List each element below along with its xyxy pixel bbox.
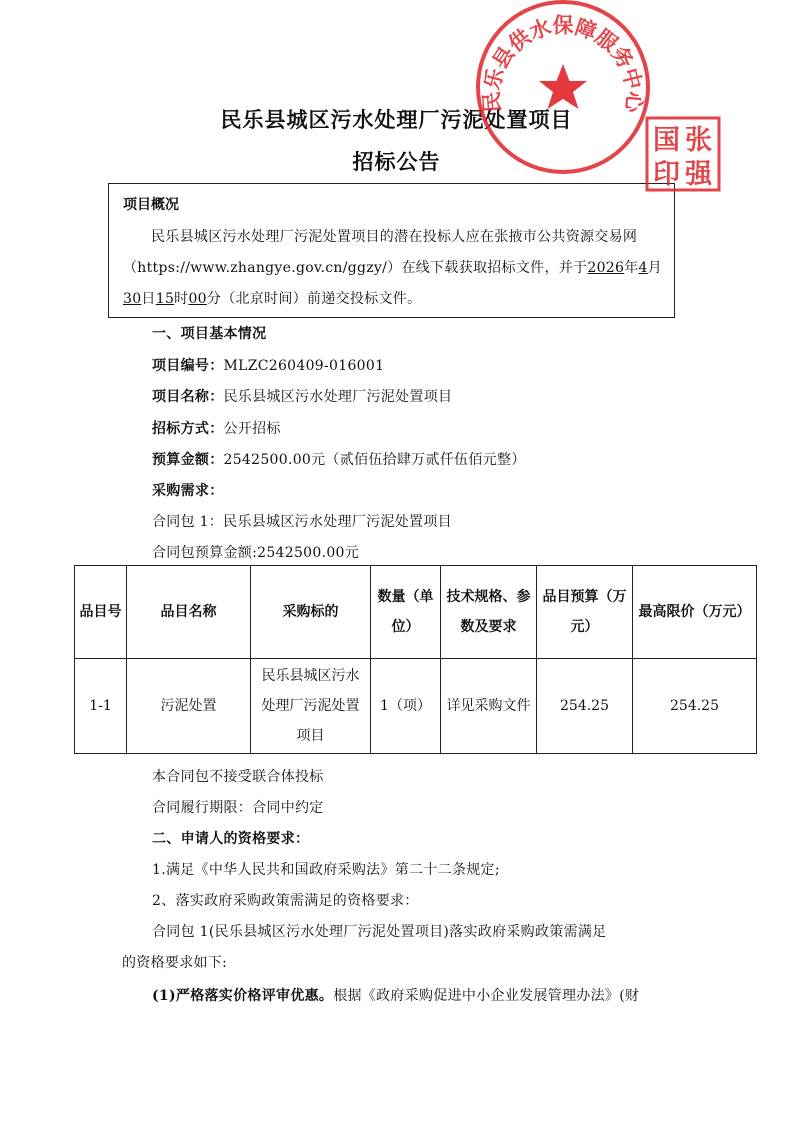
cell-spec: 详见采购文件 bbox=[441, 659, 537, 754]
cell-budget: 254.25 bbox=[537, 659, 633, 754]
requirement-4 bbox=[152, 985, 639, 1005]
cell-item-name: 污泥处置 bbox=[127, 659, 251, 754]
official-seal-stamp bbox=[474, 0, 652, 176]
project-number bbox=[152, 355, 384, 375]
overview-text-a: 民乐县城区污水处理厂污泥处置项目的潜在投标人应在张掖市公共资源交易网（https://www.zhangye.gov.cn/ggzy/）在线下载获取招标文件，并于 bbox=[123, 229, 638, 276]
header-quantity: 数量（单位） bbox=[371, 566, 441, 659]
cell-subject: 民乐县城区污水处理厂污泥处置项目 bbox=[251, 659, 371, 754]
table-header-row bbox=[75, 566, 757, 659]
bid-method-label: 招标方式： bbox=[152, 421, 224, 437]
budget-amount bbox=[152, 449, 526, 469]
day-unit: 日 bbox=[141, 291, 156, 307]
overview-text-b: 分（北京时间）前递交投标文件。 bbox=[206, 291, 422, 307]
project-name-value: 民乐县城区污水处理厂污泥处置项目 bbox=[223, 389, 453, 405]
project-number-value: MLZC260409-016001 bbox=[223, 358, 385, 374]
seal-char-3: 印 bbox=[653, 159, 680, 190]
section1-heading: 一、项目基本情况 bbox=[152, 326, 267, 342]
overview-box bbox=[108, 183, 675, 318]
procurement-requirements-label: 采购需求： bbox=[152, 483, 224, 499]
contract-package-line: 合同包 1：民乐县城区污水处理厂污泥处置项目 bbox=[152, 514, 452, 530]
requirement-2: 2、落实政府采购政策需满足的资格要求： bbox=[152, 893, 419, 909]
cell-max-price: 254.25 bbox=[633, 659, 757, 754]
deadline-day: 30 bbox=[123, 291, 142, 307]
project-name bbox=[152, 386, 452, 406]
items-table bbox=[74, 565, 757, 754]
header-budget: 品目预算（万元） bbox=[537, 566, 633, 659]
budget-label: 预算金额： bbox=[152, 452, 224, 468]
overview-heading: 项目概况 bbox=[123, 197, 179, 213]
bid-method-value: 公开招标 bbox=[223, 421, 281, 437]
requirement-4-text: 根据《政府采购促进中小企业发展管理办法》(财 bbox=[333, 988, 640, 1004]
requirement-3-line2: 的资格要求如下: bbox=[122, 955, 228, 971]
deadline-month: 4 bbox=[638, 260, 648, 276]
personal-seal-stamp bbox=[645, 116, 721, 192]
header-max-price: 最高限价（万元） bbox=[633, 566, 757, 659]
seal-star-icon bbox=[539, 64, 587, 109]
bid-method bbox=[152, 418, 281, 438]
header-item-name: 品目名称 bbox=[127, 566, 251, 659]
seal-char-1: 国 bbox=[653, 125, 680, 156]
seal-char-4: 强 bbox=[685, 159, 712, 190]
seal-text: 民乐县供水保障服务中心 bbox=[478, 12, 648, 114]
overview-text bbox=[123, 222, 663, 315]
requirement-1: 1.满足《中华人民共和国政府采购法》第二十二条规定; bbox=[152, 862, 500, 878]
contract-package-budget: 合同包预算金额:2542500.00元 bbox=[152, 545, 360, 561]
cell-item-no: 1-1 bbox=[75, 659, 127, 754]
deadline-hour: 15 bbox=[155, 291, 175, 307]
month-unit: 月 bbox=[647, 260, 663, 276]
project-name-label: 项目名称： bbox=[152, 389, 224, 405]
requirement-3-line1: 合同包 1(民乐县城区污水处理厂污泥处置项目)落实政府采购政策需满足 bbox=[152, 924, 607, 940]
deadline-year: 2026 bbox=[587, 260, 625, 276]
table-row bbox=[75, 659, 757, 754]
seal-char-2: 张 bbox=[685, 125, 712, 156]
header-item-no: 品目号 bbox=[75, 566, 127, 659]
contract-term: 合同履行期限：合同中约定 bbox=[152, 800, 324, 816]
header-subject: 采购标的 bbox=[251, 566, 371, 659]
section2-heading: 二、申请人的资格要求： bbox=[152, 831, 310, 847]
document-subtitle: 招标公告 bbox=[352, 149, 441, 174]
project-number-label: 项目编号： bbox=[152, 358, 224, 374]
document-title: 民乐县城区污水处理厂污泥处置项目 bbox=[220, 107, 573, 132]
hour-unit: 时 bbox=[174, 291, 189, 307]
year-unit: 年 bbox=[624, 260, 639, 276]
deadline-minute: 00 bbox=[188, 291, 207, 307]
cell-quantity: 1（项） bbox=[371, 659, 441, 754]
requirement-4-bold: (1)严格落实价格评审优惠。 bbox=[152, 988, 334, 1004]
header-spec: 技术规格、参数及要求 bbox=[441, 566, 537, 659]
joint-bid-note: 本合同包不接受联合体投标 bbox=[152, 769, 324, 785]
budget-value: 2542500.00元（贰佰伍拾肆万贰仟伍佰元整） bbox=[223, 452, 526, 468]
